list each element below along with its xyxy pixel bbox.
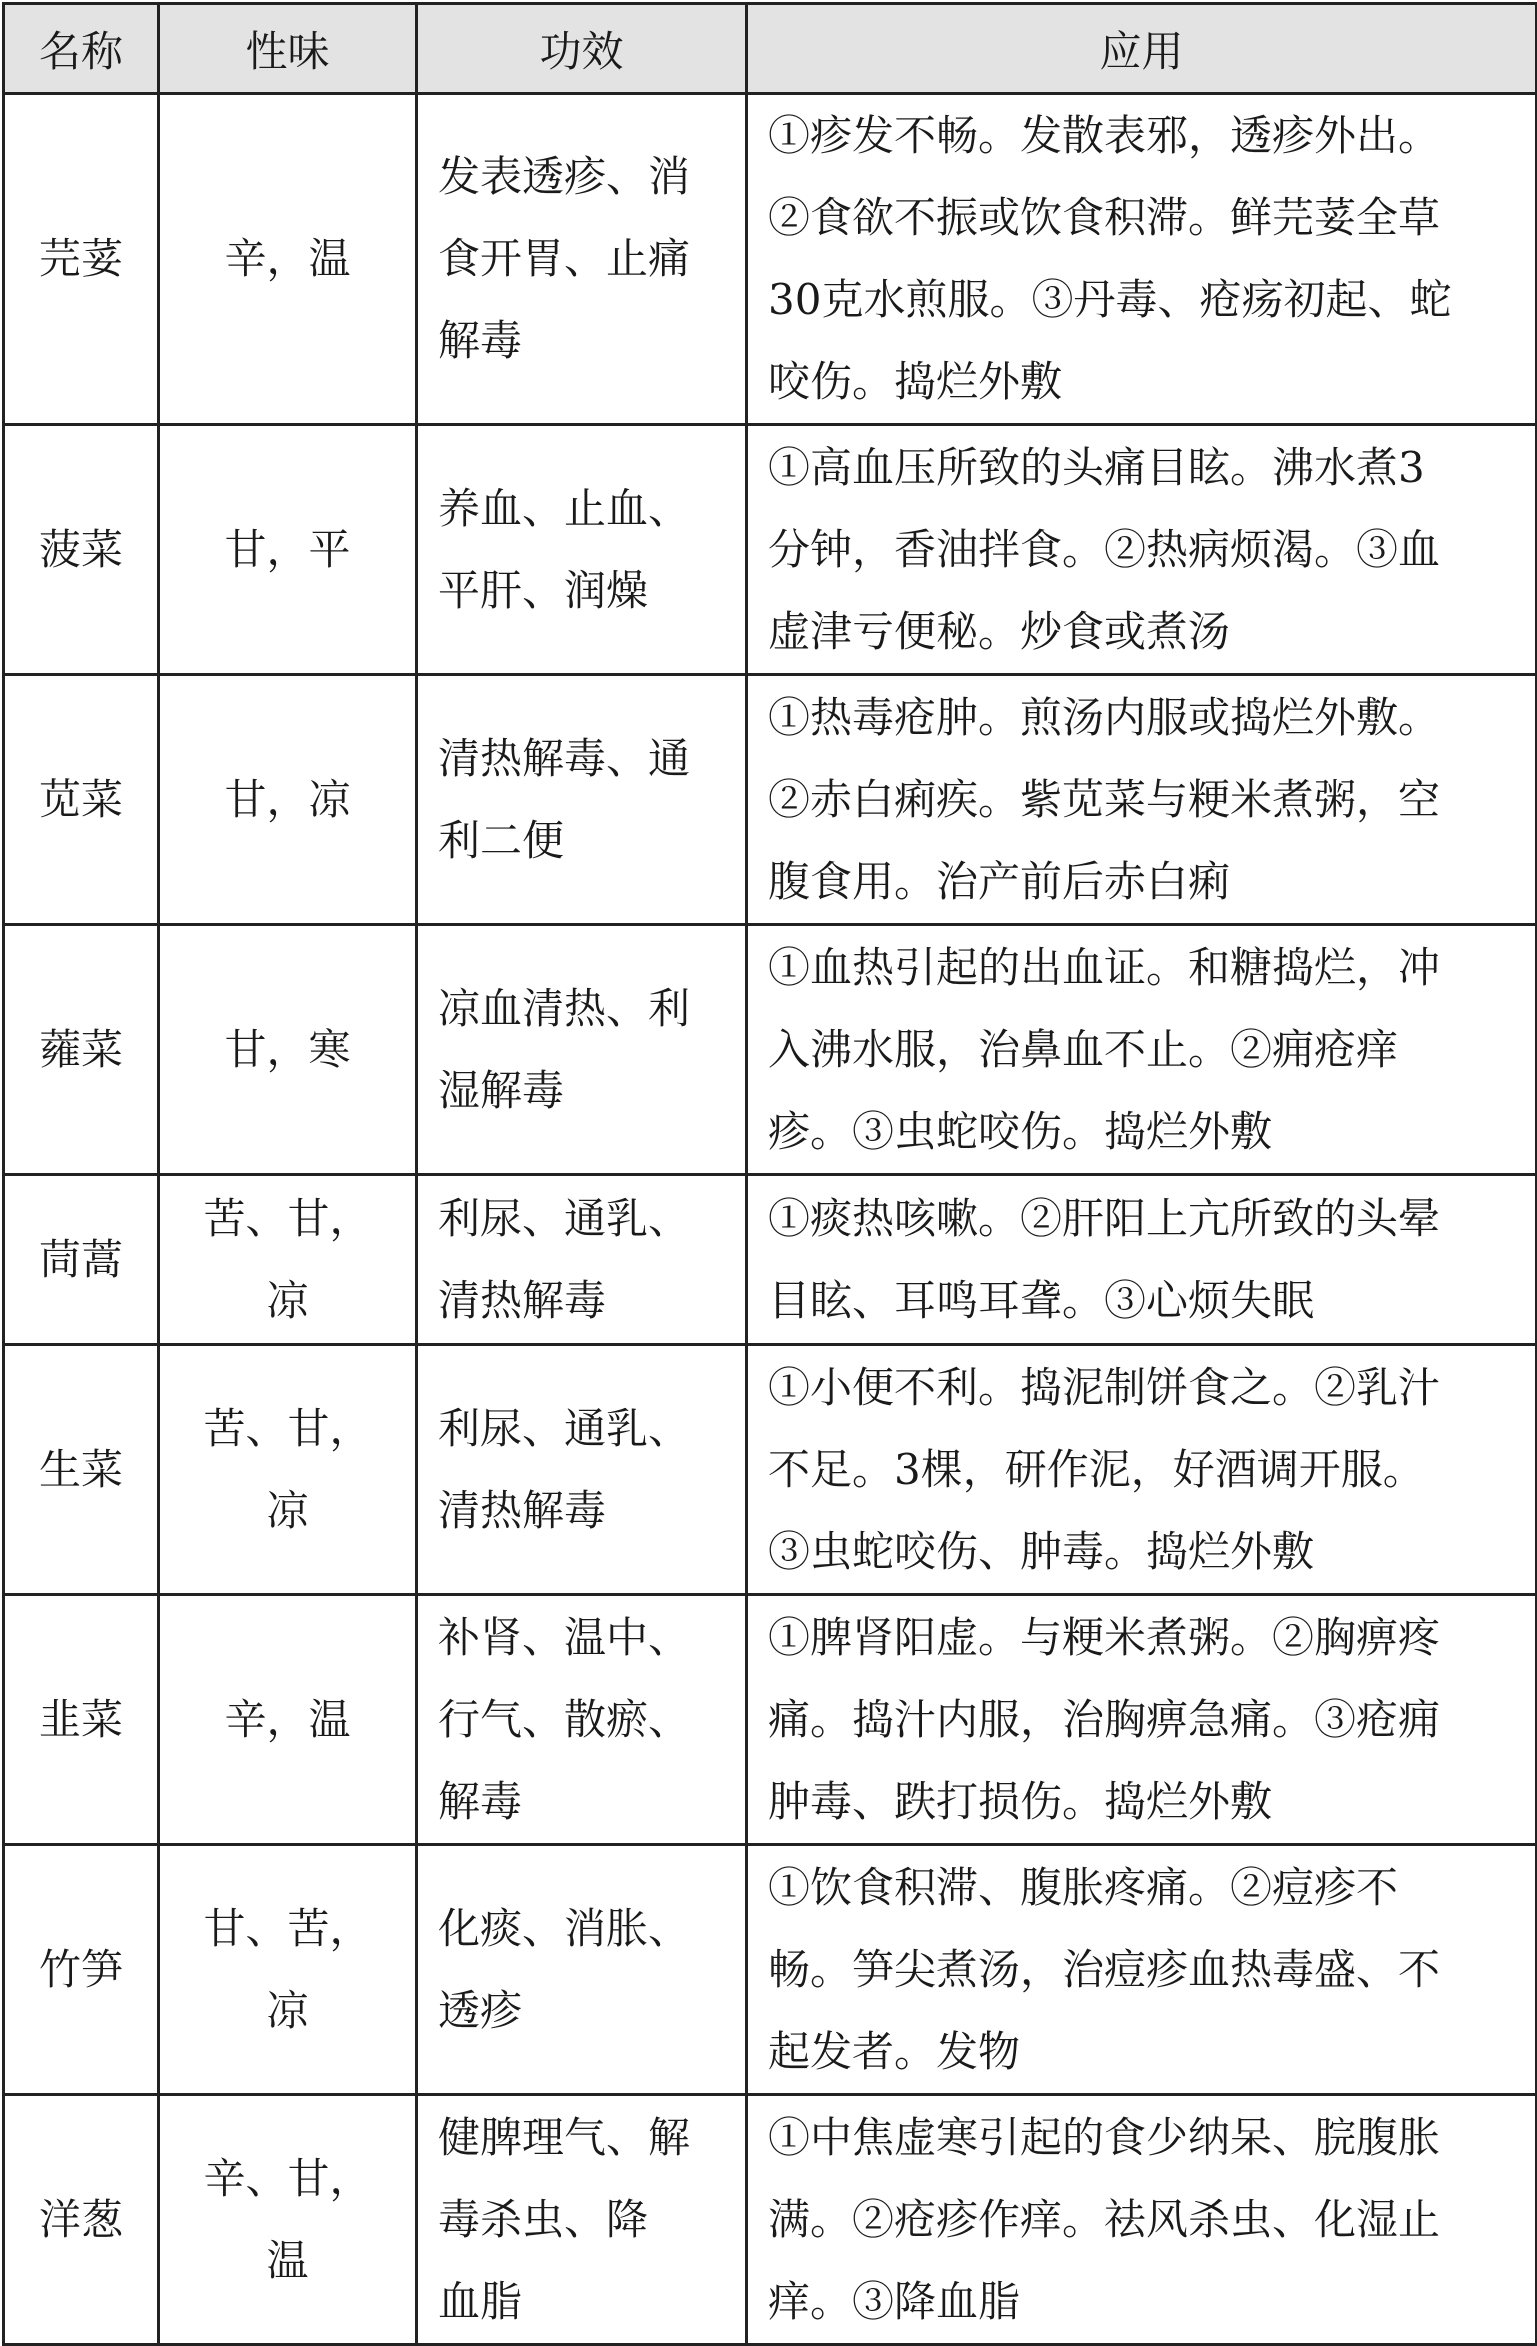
- header-name: 名称: [4, 4, 159, 94]
- cell-effect: 化痰、消胀、 透疹: [417, 1845, 747, 2095]
- table-row: [4, 2095, 1537, 2345]
- cell-property: 甘、苦， 凉: [159, 1845, 417, 2095]
- table-row: [4, 1175, 1537, 1345]
- cell-name: 芫荽: [4, 94, 159, 425]
- header-property: 性味: [159, 4, 417, 94]
- table-row: [4, 425, 1537, 675]
- cell-application: ①痰热咳嗽。②肝阳上亢所致的头晕 目眩、耳鸣耳聋。③心烦失眠: [747, 1175, 1537, 1345]
- table-header-row: [4, 4, 1537, 94]
- cell-name: 茼蒿: [4, 1175, 159, 1345]
- cell-name: 生菜: [4, 1345, 159, 1595]
- cell-effect: 利尿、通乳、 清热解毒: [417, 1175, 747, 1345]
- cell-application: ①热毒疮肿。煎汤内服或捣烂外敷。 ②赤白痢疾。紫苋菜与粳米煮粥，空 腹食用。治产前后赤白痢: [747, 675, 1537, 925]
- header-application: 应用: [747, 4, 1537, 94]
- cell-name: 菠菜: [4, 425, 159, 675]
- table-row: [4, 1845, 1537, 2095]
- table-row: [4, 675, 1537, 925]
- cell-effect: 发表透疹、消 食开胃、止痛 解毒: [417, 94, 747, 425]
- table-row: [4, 1595, 1537, 1845]
- table-row: [4, 94, 1537, 425]
- cell-effect: 补肾、温中、 行气、散瘀、 解毒: [417, 1595, 747, 1845]
- cell-property: 甘，凉: [159, 675, 417, 925]
- cell-name: 竹笋: [4, 1845, 159, 2095]
- cell-property: 甘，平: [159, 425, 417, 675]
- cell-application: ①脾肾阳虚。与粳米煮粥。②胸痹疼 痛。捣汁内服，治胸痹急痛。③疮痈 肿毒、跌打损伤。捣烂外敷: [747, 1595, 1537, 1845]
- cell-property: 苦、甘， 凉: [159, 1175, 417, 1345]
- table-row: [4, 925, 1537, 1175]
- table-row: [4, 1345, 1537, 1595]
- cell-property: 辛、甘， 温: [159, 2095, 417, 2345]
- herb-table-container: [2, 2, 1537, 2346]
- cell-application: ①高血压所致的头痛目眩。沸水煮3 分钟，香油拌食。②热病烦渴。③血 虚津亏便秘。炒食或煮汤: [747, 425, 1537, 675]
- cell-effect: 清热解毒、通 利二便: [417, 675, 747, 925]
- cell-name: 韭菜: [4, 1595, 159, 1845]
- cell-name: 洋葱: [4, 2095, 159, 2345]
- cell-name: 蕹菜: [4, 925, 159, 1175]
- cell-application: ①疹发不畅。发散表邪，透疹外出。 ②食欲不振或饮食积滞。鲜芫荽全草 30克水煎服。③丹毒、疮疡初起、蛇 咬伤。捣烂外敷: [747, 94, 1537, 425]
- header-effect: 功效: [417, 4, 747, 94]
- cell-property: 辛，温: [159, 1595, 417, 1845]
- cell-application: ①血热引起的出血证。和糖捣烂，冲 入沸水服，治鼻血不止。②痈疮痒 疹。③虫蛇咬伤。捣烂外敷: [747, 925, 1537, 1175]
- cell-application: ①饮食积滞、腹胀疼痛。②痘疹不 畅。笋尖煮汤，治痘疹血热毒盛、不 起发者。发物: [747, 1845, 1537, 2095]
- cell-application: ①中焦虚寒引起的食少纳呆、脘腹胀 满。②疮疹作痒。祛风杀虫、化湿止 痒。③降血脂: [747, 2095, 1537, 2345]
- cell-effect: 健脾理气、解 毒杀虫、降 血脂: [417, 2095, 747, 2345]
- vegetable-properties-table: [2, 2, 1537, 2346]
- cell-property: 苦、甘， 凉: [159, 1345, 417, 1595]
- cell-effect: 养血、止血、 平肝、润燥: [417, 425, 747, 675]
- cell-property: 辛，温: [159, 94, 417, 425]
- cell-application: ①小便不利。捣泥制饼食之。②乳汁 不足。3棵，研作泥，好酒调开服。 ③虫蛇咬伤、肿毒。捣烂外敷: [747, 1345, 1537, 1595]
- cell-property: 甘，寒: [159, 925, 417, 1175]
- cell-name: 苋菜: [4, 675, 159, 925]
- cell-effect: 凉血清热、利 湿解毒: [417, 925, 747, 1175]
- cell-effect: 利尿、通乳、 清热解毒: [417, 1345, 747, 1595]
